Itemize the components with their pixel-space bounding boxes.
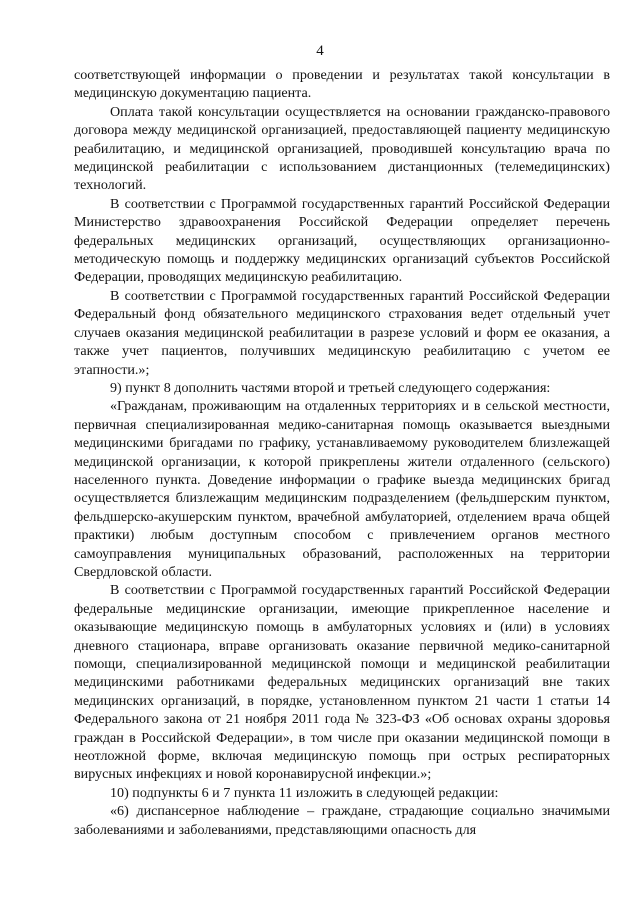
paragraph-item-10: 10) подпункты 6 и 7 пункта 11 изложить в следующей редакции:: [110, 784, 499, 801]
paragraph-ministry-list: В соответствии с Программой государственных гарантий Российской Федерации Министерство здравоохранения Российской Федерации определяет перечень федеральных медицинских организаций, осуществляющих организационно-методическую помощь и поддержку медицинских организаций субъектов Российской Федерации, проводящих медицинскую реабилитацию.: [74, 195, 610, 286]
paragraph-continuation: соответствующей информации о проведении и результатах такой консультации в медицинскую документацию пациента.: [74, 67, 610, 102]
paragraph-fund-accounting: В соответствии с Программой государственных гарантий Российской Федерации Федеральный фонд обязательного медицинского страхования ведет отдельный учет случаев оказания медицинской реабилитации в разрезе условий и форм ее оказания, а также учет пациентов, получивших медицинскую реабилитацию с учетом ее этапности.»;: [74, 287, 610, 378]
document-body: [74, 66, 610, 839]
paragraph-item-9: 9) пункт 8 дополнить частями второй и третьей следующего содержания:: [110, 379, 551, 396]
paragraph-subitem-6: «6) диспансерное наблюдение – граждане, страдающие социально значимыми заболеваниями и заболеваниями, представляющими опасность для: [74, 803, 610, 838]
paragraph-payment: Оплата такой консультации осуществляется на основании гражданско-правового договора между медицинской организацией, предоставляющей пациенту медицинскую реабилитацию, и медицинской организацией, проводившей консультацию врача по медицинской реабилитации с использованием дистанционных (телемедицинских) технологий.: [74, 103, 610, 194]
paragraph-remote-areas: «Гражданам, проживающим на отдаленных территориях и в сельской местности, первичная специализированная медико-санитарная помощь оказывается выездными медицинскими бригадами по графику, устанавливаемому руководителем близлежащей медицинской организации, к которой прикреплены жители отдаленного (сельского) населенного пункта. Доведение информации о графике выезда медицинских бригад осуществляется близлежащим медицинским подразделением (фельдшерским пунктом, фельдшерско-акушерским пунктом, врачебной амбулаторией, отделением врача общей практики) любым доступным способом с привлечением органов местного самоуправления муниципальных образований, расположенных на территории Свердловской области.: [74, 398, 610, 580]
paragraph-federal-organizations: В соответствии с Программой государственных гарантий Российской Федерации федеральные медицинские организации, имеющие прикрепленное население и оказывающие медицинскую помощь в амбулаторных условиях и (или) в условиях дневного стационара, вправе организовать оказание первичной медико-санитарной помощи, специализированной медицинской помощи и медицинской реабилитации медицинскими работниками федеральных медицинских организаций вне таких медицинских организаций, в порядке, установленном пунктом 21 части 1 статьи 14 Федерального закона от 21 ноября 2011 года № 323-ФЗ «Об основах охраны здоровья граждан в Российской Федерации», в том числе при оказании медицинской помощи в неотложной форме, включая медицинскую помощь при острых респираторных вирусных инфекциях и новой коронавирусной инфекции.»;: [74, 582, 610, 783]
page-number: 4: [316, 43, 324, 59]
